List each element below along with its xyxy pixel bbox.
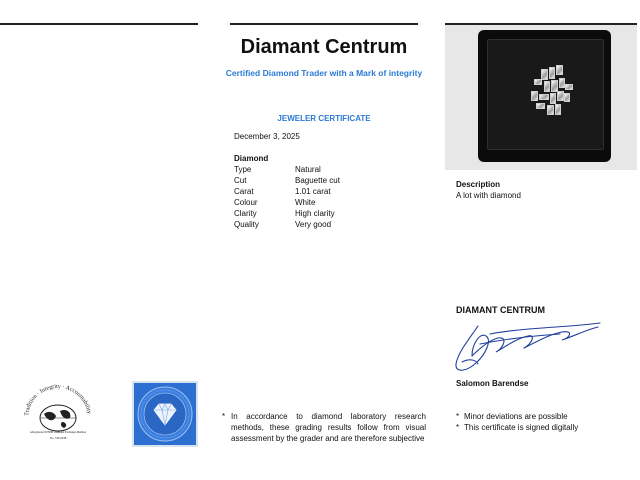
property-label: Clarity bbox=[234, 209, 257, 218]
property-row bbox=[234, 220, 340, 231]
property-row bbox=[234, 187, 340, 198]
diamond-stone bbox=[550, 93, 556, 104]
description-text: A lot with diamond bbox=[456, 191, 521, 200]
notes-list bbox=[456, 411, 578, 433]
diamond-stone bbox=[531, 91, 538, 101]
property-label: Type bbox=[234, 165, 252, 174]
diamond-stone bbox=[549, 67, 555, 79]
property-label: Quality bbox=[234, 220, 259, 229]
top-rule-left bbox=[0, 23, 198, 25]
seal-caption-2: No. 7401/038 bbox=[49, 436, 67, 440]
diamond-stone bbox=[564, 93, 570, 102]
signer-name: Salomon Barendse bbox=[456, 379, 529, 388]
property-label: Colour bbox=[234, 198, 258, 207]
note-text: Minor deviations are possible bbox=[464, 412, 568, 421]
diamond-photo bbox=[445, 25, 637, 170]
property-value: Baguette cut bbox=[295, 176, 340, 185]
diamond-stone bbox=[536, 103, 545, 109]
diamond-stone bbox=[556, 65, 563, 75]
property-label: Carat bbox=[234, 187, 254, 196]
note-item bbox=[456, 411, 578, 422]
certificate-title: JEWELER CERTIFICATE bbox=[277, 114, 371, 123]
bullet: * bbox=[456, 412, 460, 421]
property-row bbox=[234, 198, 340, 209]
diamond-stone bbox=[547, 105, 554, 115]
signature-company: DIAMANT CENTRUM bbox=[456, 305, 545, 315]
diamond-stone bbox=[541, 69, 548, 80]
footnote-text: In accordance to diamond laboratory research methods, these grading results follow from visual assessment by the grader and are therefore subjective bbox=[231, 412, 426, 443]
diamond-stone bbox=[565, 84, 573, 90]
display-box bbox=[478, 30, 611, 162]
diamond-stone bbox=[539, 94, 549, 100]
display-box-inner bbox=[487, 39, 604, 150]
seal-caption-1: A Registered WFDB Diamond Exchange Member bbox=[29, 431, 87, 434]
certificate-date: December 3, 2025 bbox=[234, 132, 300, 141]
property-row bbox=[234, 165, 340, 176]
property-value: Very good bbox=[295, 220, 332, 229]
property-label: Cut bbox=[234, 176, 247, 185]
company-title: Diamant Centrum bbox=[240, 36, 408, 58]
diamond-stone bbox=[534, 79, 542, 85]
property-row bbox=[234, 209, 340, 220]
diamond-properties-table bbox=[234, 165, 340, 231]
diamond-stone bbox=[544, 81, 550, 92]
top-rule-middle bbox=[230, 23, 418, 25]
section-label-diamond: Diamond bbox=[234, 154, 269, 163]
diamond-stone bbox=[555, 104, 561, 115]
signature-icon bbox=[450, 318, 610, 380]
grading-footnote bbox=[222, 411, 426, 444]
property-row bbox=[234, 176, 340, 187]
bullet: * bbox=[456, 423, 460, 432]
property-value: White bbox=[295, 198, 316, 207]
property-value: 1.01 carat bbox=[295, 187, 331, 196]
property-value: High clarity bbox=[295, 209, 335, 218]
diamond-stone bbox=[557, 91, 564, 101]
note-item bbox=[456, 422, 578, 433]
company-tagline: Certified Diamond Trader with a Mark of integrity bbox=[225, 68, 423, 78]
seal-arc-text: Tradition · Integrity · Accountability bbox=[24, 383, 92, 417]
description-heading: Description bbox=[456, 180, 501, 189]
bullet: * bbox=[222, 412, 226, 421]
diamond-seal-icon bbox=[132, 381, 198, 447]
note-text: This certificate is signed digitally bbox=[464, 423, 579, 432]
property-value: Natural bbox=[295, 165, 321, 174]
world-globe-seal-icon bbox=[14, 378, 102, 448]
